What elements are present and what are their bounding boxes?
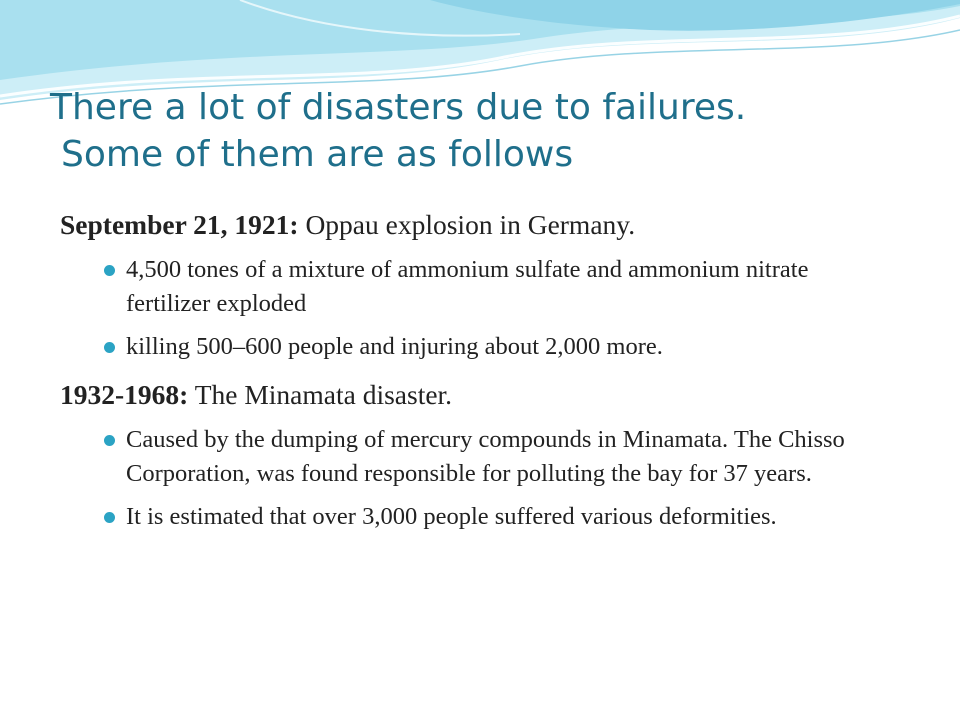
- slide-title: [0, 84, 960, 178]
- title-line-1: There a lot of disasters due to failures.: [50, 87, 747, 128]
- bullet-text: 4,500 tones of a mixture of ammonium sulfate and ammonium nitrate fertilizer exploded: [126, 256, 809, 317]
- title-line-2: Some of them are as follows: [61, 134, 574, 175]
- section-event: Oppau explosion in Germany.: [298, 209, 636, 240]
- slide-body: [60, 206, 940, 542]
- bullet-icon: [104, 512, 115, 523]
- bullet-text: killing 500–600 people and injuring about 2,000 more.: [126, 333, 663, 360]
- bullet-text: It is estimated that over 3,000 people suffered various deformities.: [126, 503, 777, 530]
- bullet-icon: [104, 342, 115, 353]
- bullet-text: Caused by the dumping of mercury compounds in Minamata. The Chisso Corporation, was found responsible for polluting the bay for 37 years.: [126, 426, 845, 487]
- list-item: [60, 330, 896, 364]
- bullet-list-oppau: [60, 253, 940, 364]
- section-event: The Minamata disaster.: [188, 379, 453, 410]
- section-heading-oppau: [60, 206, 940, 244]
- list-item: [60, 500, 896, 534]
- bullet-icon: [104, 265, 115, 276]
- section-heading-minamata: [60, 376, 940, 414]
- bullet-list-minamata: [60, 423, 940, 534]
- list-item: [60, 253, 896, 321]
- bullet-icon: [104, 435, 115, 446]
- list-item: [60, 423, 896, 491]
- section-date: September 21, 1921:: [60, 209, 299, 240]
- section-date: 1932-1968:: [60, 379, 189, 410]
